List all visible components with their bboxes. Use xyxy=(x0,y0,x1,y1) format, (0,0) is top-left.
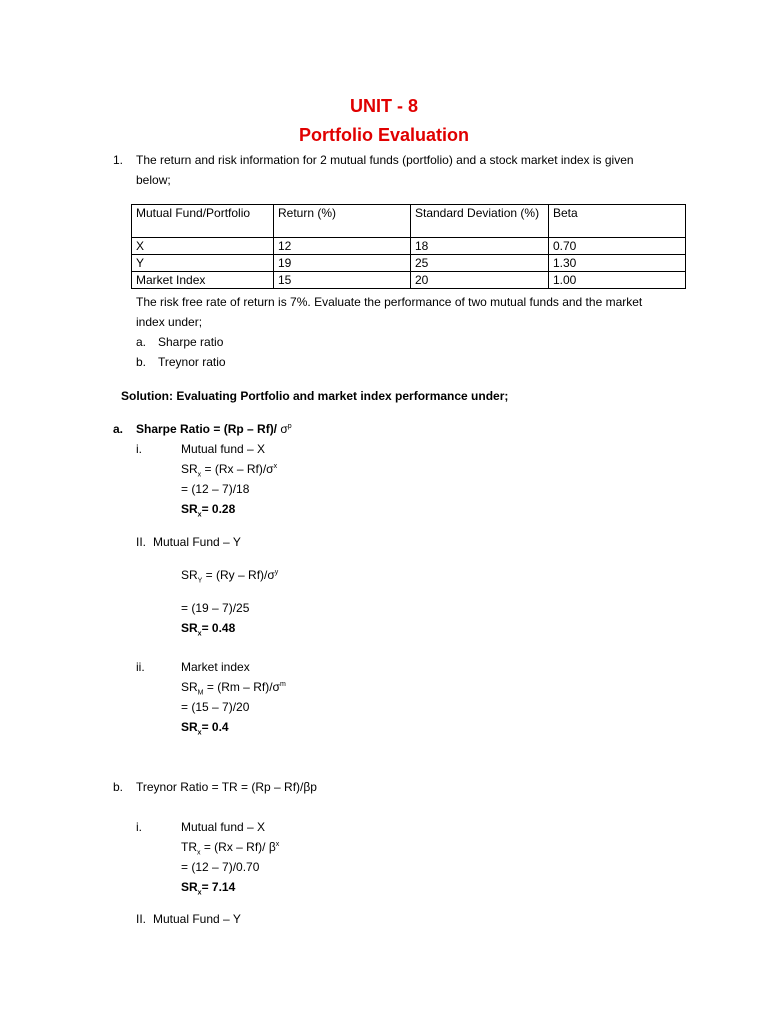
question-line-1: The return and risk information for 2 mutual funds (portfolio) and a stock market index is given xyxy=(136,153,634,167)
table-cell: 15 xyxy=(274,272,411,289)
sharpe-x-marker: i. xyxy=(136,442,142,456)
table-header-cell: Beta xyxy=(549,205,686,238)
sharpe-market-formula: $SR_M = (Rm - Rf)/\sigma^m$ xyxy=(181,680,286,697)
treynor-x-calc: = (12 – 7)/0.70 xyxy=(181,860,260,874)
question-after-line-2: index under; xyxy=(136,315,203,329)
table-cell: 25 xyxy=(411,255,549,272)
table-cell: X xyxy=(132,238,274,255)
sharpe-market-marker: ii. xyxy=(136,660,145,674)
treynor-y-name: Mutual Fund – Y xyxy=(153,912,241,926)
question-number: 1. xyxy=(113,153,124,167)
sharpe-y-marker: II. xyxy=(136,535,147,549)
table-row xyxy=(132,255,686,272)
table-cell: 12 xyxy=(274,238,411,255)
page-title: Portfolio Evaluation xyxy=(298,125,469,145)
table-header-cell: Return (%) xyxy=(274,205,411,238)
table-row xyxy=(132,238,686,255)
sharpe-y-formula: $SR_Y = (Ry - Rf)/\sigma^y$ xyxy=(181,568,279,585)
sharpe-formula: Sharpe Ratio = (Rp – Rf)/ $\sigma^p$ xyxy=(136,422,292,436)
table-cell: 19 xyxy=(274,255,411,272)
sharpe-y-calc: = (19 – 7)/25 xyxy=(181,601,250,615)
sharpe-market-calc: = (15 – 7)/20 xyxy=(181,700,250,714)
question-line-2: below; xyxy=(136,173,171,187)
table-cell: 1.00 xyxy=(549,272,686,289)
option-b-marker: b. xyxy=(136,355,147,369)
treynor-marker: b. xyxy=(113,780,124,794)
sharpe-market-name: Market index xyxy=(181,660,250,674)
table-header-cell: Mutual Fund/Portfolio xyxy=(132,205,274,238)
treynor-x-formula: $TR_x = (Rx - Rf)/$ $\beta^x$ xyxy=(181,840,280,857)
table-cell: Y xyxy=(132,255,274,272)
table-cell: Market Index xyxy=(132,272,274,289)
sharpe-x-result: $SR_x= 0.28$ xyxy=(181,502,236,519)
question-after-line-1: The risk free rate of return is 7%. Evaluate the performance of two mutual funds and the market xyxy=(136,295,643,309)
option-a-marker: a. xyxy=(136,335,147,349)
table-cell: 1.30 xyxy=(549,255,686,272)
sharpe-x-calc: = (12 – 7)/18 xyxy=(181,482,250,496)
sharpe-marker: a. xyxy=(113,422,124,436)
option-b-text: Treynor ratio xyxy=(158,355,226,369)
treynor-x-marker: i. xyxy=(136,820,142,834)
treynor-x-name: Mutual fund – X xyxy=(181,820,266,834)
table-cell: 18 xyxy=(411,238,549,255)
treynor-formula: Treynor Ratio = TR = (Rp – Rf)/βp xyxy=(136,780,317,794)
unit-heading: UNIT - 8 xyxy=(349,96,418,116)
treynor-x-result: $SR_x= 7.14$ xyxy=(181,880,236,897)
table-cell: 20 xyxy=(411,272,549,289)
sharpe-x-formula: $SR_x = (Rx - Rf)/\sigma^x$ xyxy=(181,462,278,479)
table-header-row xyxy=(132,205,686,238)
sharpe-x-name: Mutual fund – X xyxy=(181,442,266,456)
table-header-cell: Standard Deviation (%) xyxy=(411,205,549,238)
option-a-text: Sharpe ratio xyxy=(158,335,224,349)
sharpe-y-result: $SR_x= 0.48$ xyxy=(181,621,236,638)
sharpe-y-name: Mutual Fund – Y xyxy=(153,535,241,549)
table-row xyxy=(132,272,686,289)
treynor-y-marker: II. xyxy=(136,912,147,926)
table-cell: 0.70 xyxy=(549,238,686,255)
data-table xyxy=(131,204,686,289)
solution-heading: Solution: Evaluating Portfolio and market index performance under; xyxy=(121,389,509,403)
sharpe-market-result: $SR_x= 0.4$ xyxy=(181,720,229,737)
